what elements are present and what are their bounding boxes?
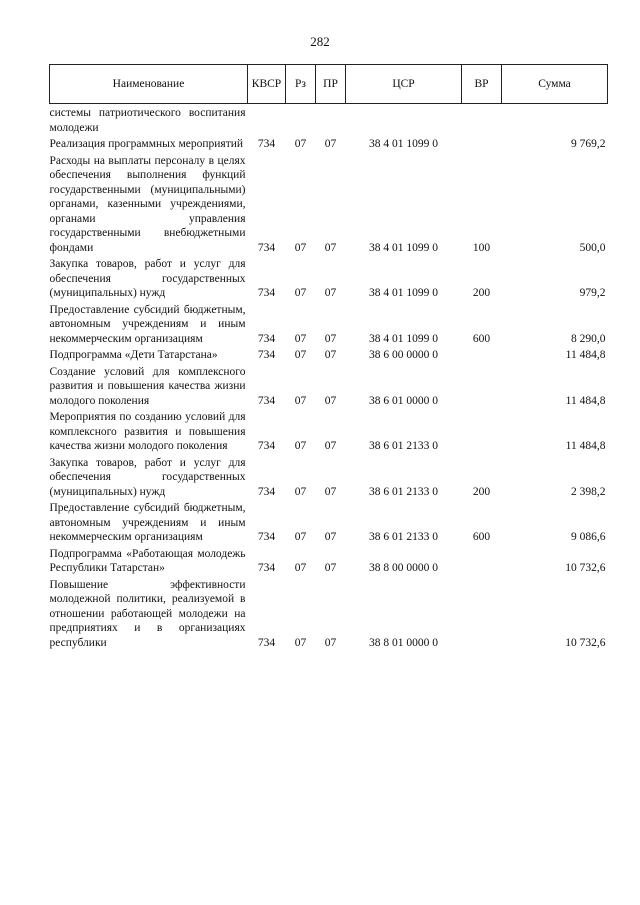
budget-table: [49, 64, 608, 650]
row-sum: 11 484,8: [565, 440, 606, 452]
row-name: Создание условий для комплексного развития и повышения качества жизни молодого поколения: [49, 365, 246, 407]
row-kvsr: 734: [257, 531, 276, 543]
row-vr: 200: [472, 287, 491, 299]
row-kvsr: 734: [257, 636, 276, 649]
row-pr: 07: [324, 562, 337, 574]
row-sum: 979,2: [579, 287, 606, 299]
row-csr: 38 6 01 2133 0: [369, 485, 438, 498]
row-pr: 07: [324, 394, 337, 407]
row-sum: 500,0: [579, 241, 606, 254]
row-name: Предоставление субсидий бюджетным, автономным учреждениям и иным некоммерческим организациям: [49, 303, 246, 345]
row-kvsr: 734: [257, 394, 276, 407]
row-pr: [316, 104, 346, 136]
table-row: [50, 301, 608, 347]
header-vr: ВР: [462, 65, 502, 104]
row-sum: 10 732,6: [565, 636, 606, 649]
row-csr: 38 4 01 1099 0: [369, 332, 438, 345]
row-vr: [462, 576, 502, 651]
row-rz: 07: [294, 636, 307, 649]
row-kvsr: 734: [257, 440, 276, 452]
row-rz: 07: [294, 332, 307, 345]
row-kvsr: 734: [257, 349, 276, 361]
row-sum: 2 398,2: [571, 485, 606, 498]
row-sum: 9 086,6: [571, 531, 606, 543]
row-sum: 9 769,2: [571, 138, 606, 150]
table-row: [50, 363, 608, 409]
row-rz: 07: [294, 241, 307, 254]
row-name: Реализация программных мероприятий: [49, 138, 244, 150]
row-csr: 38 4 01 1099 0: [369, 138, 438, 150]
table-header: [50, 65, 608, 104]
row-name: Подпрограмма «Работающая молодежь Республики Татарстан»: [49, 547, 246, 574]
header-sum: Сумма: [502, 65, 608, 104]
row-pr: 07: [324, 349, 337, 361]
row-name: Предоставление субсидий бюджетным, автономным учреждениям и иным некоммерческим организациям: [49, 502, 246, 543]
row-pr: 07: [324, 636, 337, 649]
row-rz: 07: [294, 531, 307, 543]
row-kvsr: [248, 104, 286, 136]
header-pr: ПР: [316, 65, 346, 104]
row-pr: 07: [324, 531, 337, 543]
row-csr: 38 6 01 0000 0: [369, 394, 438, 407]
table-row: [50, 454, 608, 500]
row-vr: [462, 408, 502, 454]
row-csr: 38 4 01 1099 0: [369, 241, 438, 254]
header-csr: ЦСР: [346, 65, 462, 104]
table-row: [50, 499, 608, 545]
row-sum: [502, 104, 608, 136]
row-pr: 07: [324, 332, 337, 345]
row-pr: 07: [324, 138, 337, 150]
row-csr: 38 8 01 0000 0: [369, 636, 438, 649]
row-rz: [286, 104, 316, 136]
row-vr: [462, 135, 502, 152]
row-rz: 07: [294, 562, 307, 574]
header-kvsr: КВСР: [248, 65, 286, 104]
row-name: Подпрограмма «Дети Татарстана»: [49, 349, 218, 361]
header-name: Наименование: [50, 65, 248, 104]
row-kvsr: 734: [257, 287, 276, 299]
row-vr: 100: [472, 241, 491, 254]
page-number: 282: [310, 34, 330, 49]
row-csr: 38 4 01 1099 0: [369, 287, 438, 299]
table-row: [50, 135, 608, 152]
row-pr: 07: [324, 241, 337, 254]
row-csr: 38 8 00 0000 0: [369, 562, 438, 574]
row-vr: 600: [472, 531, 491, 543]
row-pr: 07: [324, 287, 337, 299]
row-sum: 11 484,8: [565, 349, 606, 361]
row-vr: [462, 346, 502, 363]
row-kvsr: 734: [257, 485, 276, 498]
table-row: [50, 104, 608, 136]
row-kvsr: 734: [257, 562, 276, 574]
row-name: Закупка товаров, работ и услуг для обеспечения государственных (муниципальных) нужд: [49, 258, 246, 299]
table-row: [50, 346, 608, 363]
row-kvsr: 734: [257, 332, 276, 345]
table-row: [50, 255, 608, 301]
row-csr: 38 6 00 0000 0: [369, 349, 438, 361]
row-sum: 8 290,0: [571, 332, 606, 345]
row-rz: 07: [294, 349, 307, 361]
row-pr: 07: [324, 440, 337, 452]
header-rz: Рз: [286, 65, 316, 104]
table-row: [50, 408, 608, 454]
row-vr: [462, 545, 502, 576]
row-rz: 07: [294, 138, 307, 150]
row-vr: [462, 104, 502, 136]
row-name: Повышение эффективности молодежной политики, реализуемой в отношении работающей молодежи на предприятиях и в организациях республики: [49, 578, 246, 649]
row-vr: [462, 363, 502, 409]
table-body: [50, 104, 608, 651]
row-vr: 600: [472, 332, 491, 345]
row-name: Расходы на выплаты персоналу в целях обеспечения выполнения функций государственными (муниципальными) органами, казенными учреждениями, органами управления государственными внебюджетными фондами: [49, 154, 246, 254]
row-vr: 200: [472, 485, 491, 498]
row-rz: 07: [294, 440, 307, 452]
row-kvsr: 734: [257, 241, 276, 254]
row-sum: 10 732,6: [565, 562, 606, 574]
row-rz: 07: [294, 287, 307, 299]
row-csr: 38 6 01 2133 0: [369, 440, 438, 452]
row-name: системы патриотического воспитания молодежи: [49, 107, 246, 134]
row-name: Закупка товаров, работ и услуг для обеспечения государственных (муниципальных) нужд: [49, 456, 246, 498]
row-name: Мероприятия по созданию условий для комплексного развития и повышения качества жизни молодого поколения: [49, 411, 246, 452]
table-row: [50, 152, 608, 256]
row-pr: 07: [324, 485, 337, 498]
table-row: [50, 576, 608, 651]
row-csr: [346, 104, 462, 136]
row-rz: 07: [294, 485, 307, 498]
row-kvsr: 734: [257, 138, 276, 150]
row-sum: 11 484,8: [565, 394, 606, 407]
row-rz: 07: [294, 394, 307, 407]
row-csr: 38 6 01 2133 0: [369, 531, 438, 543]
table-row: [50, 545, 608, 576]
